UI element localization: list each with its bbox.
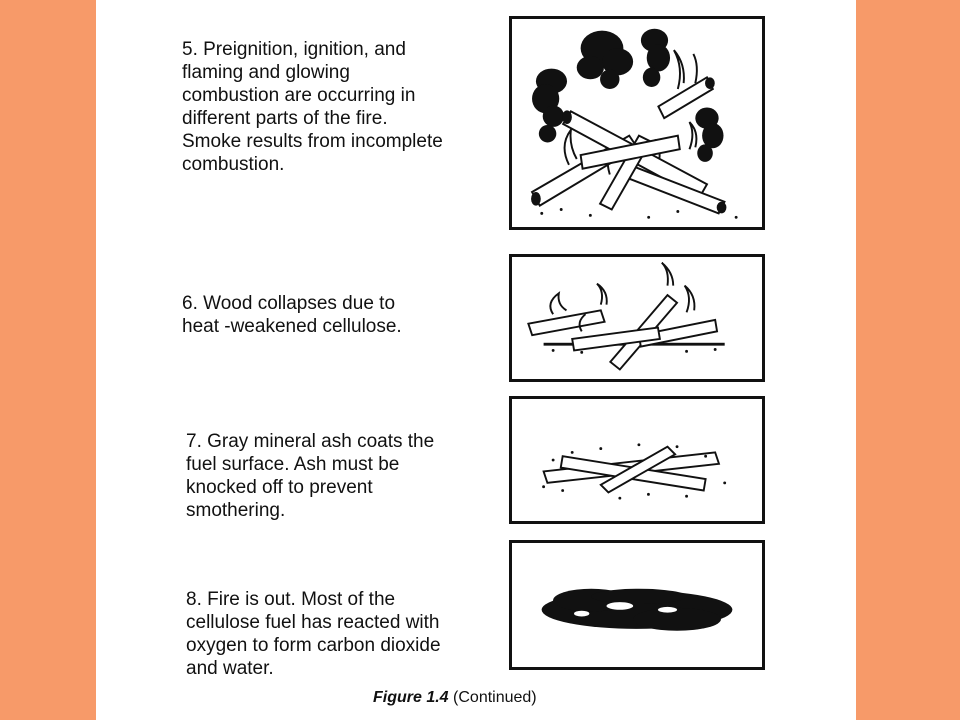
step-6-text: 6. Wood collapses due to heat -weakened cellulose.: [182, 293, 402, 337]
step-8-text: 8. Fire is out. Most of the cellulose fuel has reacted with oxygen to form carbon dioxide and water.: [186, 589, 441, 679]
smoking-campfire-drawing: [512, 19, 762, 227]
step-5-text: 5. Preignition, ignition, and flaming and glowing combustion are occurring in different parts of the fire. Smoke results from incomplete combustion.: [182, 39, 443, 175]
step-8-illustration: [509, 540, 765, 670]
figure-note: (Continued): [453, 689, 537, 706]
burned-out-remains-drawing: [512, 543, 762, 667]
step-6-illustration: [509, 254, 765, 382]
ash-covered-logs-drawing: [512, 399, 762, 521]
step-5-illustration: [509, 16, 765, 230]
figure-label: Figure 1.4: [373, 689, 449, 706]
document-page: [96, 0, 856, 720]
step-7-text: 7. Gray mineral ash coats the fuel surface. Ash must be knocked off to prevent smothering.: [186, 431, 435, 521]
figure-caption: [373, 689, 537, 707]
step-7-illustration: [509, 396, 765, 524]
collapsed-burning-logs-drawing: [512, 257, 762, 379]
